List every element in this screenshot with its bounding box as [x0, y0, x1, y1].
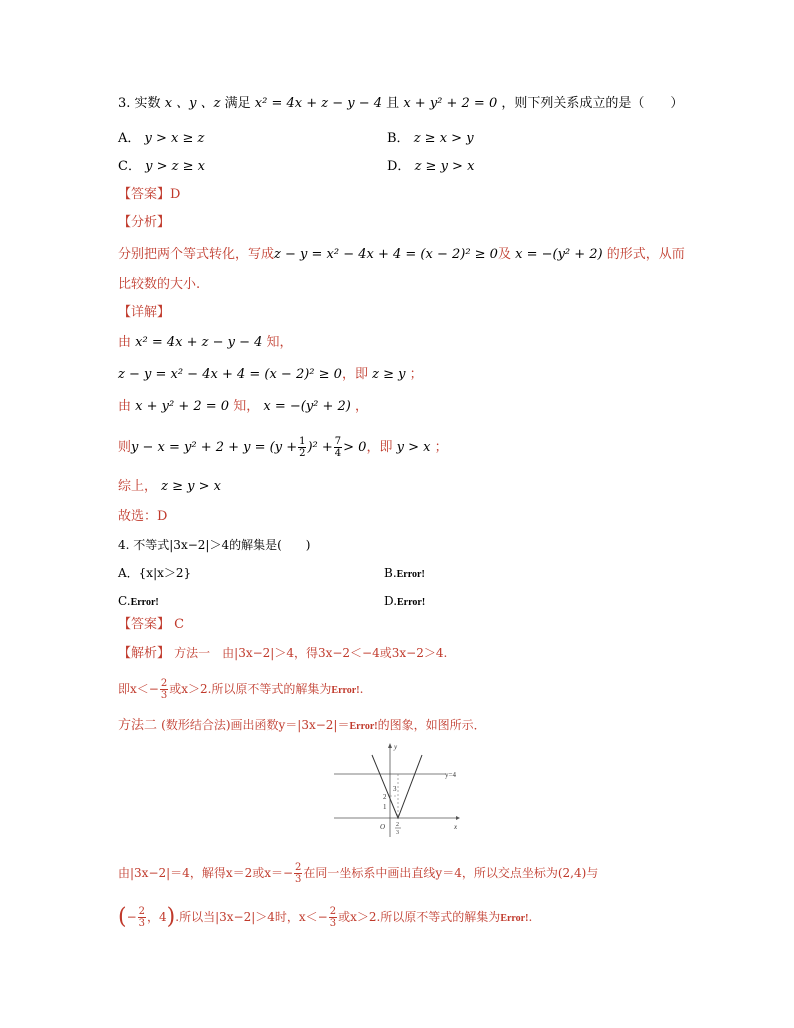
detail-text: ；	[409, 367, 423, 382]
q3-stem-label: 3. 实数	[118, 96, 161, 111]
detail-formula: z − y = x² − 4x + 4 = (x − 2)² ≥ 0	[118, 367, 342, 382]
q3-equation-1: x² = 4x + z − y − 4	[254, 96, 383, 111]
detail-formula: x = −(y² + 2)	[263, 399, 351, 414]
q4-method-1-result	[118, 678, 363, 701]
q3-analysis-line-1	[118, 246, 685, 264]
option-d-letter: D．	[387, 159, 411, 174]
abs-value-curve	[372, 755, 422, 818]
solve-text: 或x＞2.所以原不等式的解集为	[338, 910, 501, 924]
detail-text: ，即	[366, 440, 393, 455]
q3-stem-text: 满足	[224, 96, 251, 111]
detail-text: 知，	[233, 399, 260, 414]
tick-label-3: 3	[393, 785, 397, 793]
result-text: 或x＞2.所以原不等式的解集为	[169, 682, 332, 696]
error-field: Error!	[331, 685, 360, 696]
y-axis-arrow	[388, 743, 392, 748]
q3-stem-question: ，则下列关系成立的是（ ）	[501, 96, 684, 111]
option-c-value: y > z ≥ x	[145, 159, 205, 174]
option-b-letter: B.	[384, 566, 397, 580]
option-d-letter: D.	[384, 594, 398, 608]
result-text: .	[359, 682, 364, 696]
y-axis-label: y	[394, 743, 398, 751]
q3-option-d	[387, 158, 474, 176]
fraction-numerator: 2	[160, 678, 168, 689]
q4-option-c	[118, 592, 159, 612]
error-field: Error!	[349, 721, 378, 732]
line-label: y=4	[445, 771, 456, 779]
tick-x-numerator: 2	[396, 822, 399, 828]
method-2-text: 的图象，如图所示．	[377, 718, 486, 732]
q3-detail-line-1	[118, 334, 293, 352]
fraction-seven-quarters	[334, 436, 342, 459]
q4-option-d	[384, 592, 425, 612]
fraction-numerator: 2	[295, 862, 302, 873]
error-field: Error!	[500, 913, 529, 924]
fraction-numerator: 1	[299, 436, 306, 447]
analysis-text-c: 及	[497, 247, 511, 262]
detail-text: 则	[118, 440, 132, 455]
error-field: Error!	[397, 597, 426, 608]
option-a-letter: A．	[118, 131, 141, 146]
method-1-text: 方法一 由|3x−2|＞4，得3x−2＜−4或3x−2＞4.	[174, 646, 448, 660]
detail-formula: x² = 4x + z − y − 4	[135, 335, 263, 350]
q3-analysis-line-2: 比较数的大小.	[118, 277, 201, 292]
detail-text: ；	[434, 440, 448, 455]
detail-text: 由	[118, 335, 132, 350]
q3-detail-line-5	[118, 478, 221, 496]
fraction-denominator: 4	[334, 448, 342, 459]
fraction-denominator: 3	[295, 874, 302, 885]
detail-formula: z ≥ y > x	[161, 479, 221, 494]
tick-label-2: 2	[383, 793, 387, 801]
solve-text: .所以当|3x−2|＞4时，x＜−	[175, 910, 328, 924]
q3-stem	[118, 95, 683, 113]
option-b-letter: B．	[387, 131, 410, 146]
q3-stem-and: 且	[386, 96, 400, 111]
fraction-denominator: 3	[138, 918, 146, 929]
q3-detail-line-4	[118, 436, 448, 459]
fraction-numerator: 2	[329, 906, 337, 917]
detail-text: 由	[118, 399, 132, 414]
q4-solve-line-1	[118, 862, 598, 885]
q3-option-c	[118, 158, 205, 176]
fraction-numerator: 7	[334, 436, 342, 447]
x-axis-label: x	[454, 823, 458, 831]
detail-formula: x + y² + 2 = 0	[135, 399, 230, 414]
analysis-text-a: 分别把两个等式转化，写成	[118, 247, 275, 262]
method-2-text: (数形结合法)画出函数y＝|3x−2|＝	[161, 718, 350, 732]
detail-formula: > 0	[343, 440, 367, 455]
analysis-formula-2: x = −(y² + 2)	[515, 247, 603, 262]
q3-detail-line-3	[118, 398, 368, 416]
result-text: 即x＜−	[118, 682, 159, 696]
solve-text: 由|3x−2|＝4，解得x＝2或x＝−	[118, 866, 294, 880]
q3-analysis-title: 【分析】	[118, 215, 171, 230]
parse-title: 【解析】	[118, 646, 171, 661]
fraction-denominator: 3	[160, 690, 168, 701]
q4-answer: 【答案】 C	[118, 617, 185, 632]
fraction-two-thirds	[329, 906, 337, 929]
x-axis-arrow	[456, 816, 460, 820]
origin-label: O	[380, 823, 386, 831]
solve-text: .	[528, 910, 533, 924]
fraction-two-thirds	[294, 862, 302, 885]
q4-method-1	[118, 644, 447, 663]
tick-label-1: 1	[383, 803, 387, 811]
detail-text: ，	[355, 399, 369, 414]
detail-formula: y − x = y² + 2 + y = (y +	[131, 440, 298, 455]
detail-formula: )² +	[307, 440, 333, 455]
q4-option-b	[384, 564, 425, 584]
error-field: Error!	[396, 569, 425, 580]
function-graph	[334, 741, 462, 837]
q4-option-a: A．{x|x＞2}	[118, 566, 192, 580]
detail-text: 综上，	[118, 479, 158, 494]
analysis-formula-1: z − y = x² − 4x + 4 = (x − 2)² ≥ 0	[274, 247, 498, 262]
option-b-value: z ≥ x > y	[413, 131, 474, 146]
option-d-value: z ≥ y > x	[414, 159, 475, 174]
fraction-numerator: 2	[138, 906, 146, 917]
q3-answer: 【答案】D	[118, 187, 181, 202]
detail-text: 知，	[266, 335, 293, 350]
q3-detail-line-6: 故选：D	[118, 509, 168, 524]
solve-text: ，4	[147, 910, 167, 924]
option-c-letter: C．	[118, 159, 141, 174]
q3-variables: x 、y 、z	[164, 96, 221, 111]
q4-method-2	[118, 716, 486, 736]
detail-formula: z ≥ y	[372, 367, 406, 382]
option-c-letter: C.	[118, 594, 131, 608]
error-field: Error!	[130, 597, 159, 608]
q3-option-a	[118, 130, 204, 148]
fraction-two-thirds	[138, 906, 146, 929]
fraction-denominator: 2	[299, 448, 306, 459]
option-a-value: y > x ≥ z	[144, 131, 205, 146]
fraction-denominator: 3	[329, 918, 337, 929]
detail-formula: y > x	[396, 440, 431, 455]
q3-option-b	[387, 130, 474, 148]
tick-x-denominator: 3	[396, 830, 399, 836]
q3-equation-2: x + y² + 2 = 0	[403, 96, 498, 111]
q3-detail-line-2	[118, 366, 423, 384]
q3-detail-title: 【详解】	[118, 305, 171, 320]
fraction-half	[298, 436, 306, 459]
solve-text: 在同一坐标系中画出直线y＝4，所以交点坐标为(2,4)与	[303, 866, 599, 880]
analysis-text-e: 的形式，从而	[606, 247, 685, 262]
q4-solve-line-2: (− $\frac{2}{3}$ ，4).所以当|3x−2|＞4时，x＜− $\frac{2}{3}$ 或x＞2.所以原不等式的解集为Error!.	[118, 904, 533, 930]
q4-stem: 4. 不等式|3x−2|＞4的解集是( )	[118, 538, 311, 552]
fraction-two-thirds	[160, 678, 168, 701]
method-2-title: 方法二	[118, 718, 158, 733]
detail-text: ，即	[341, 367, 368, 382]
